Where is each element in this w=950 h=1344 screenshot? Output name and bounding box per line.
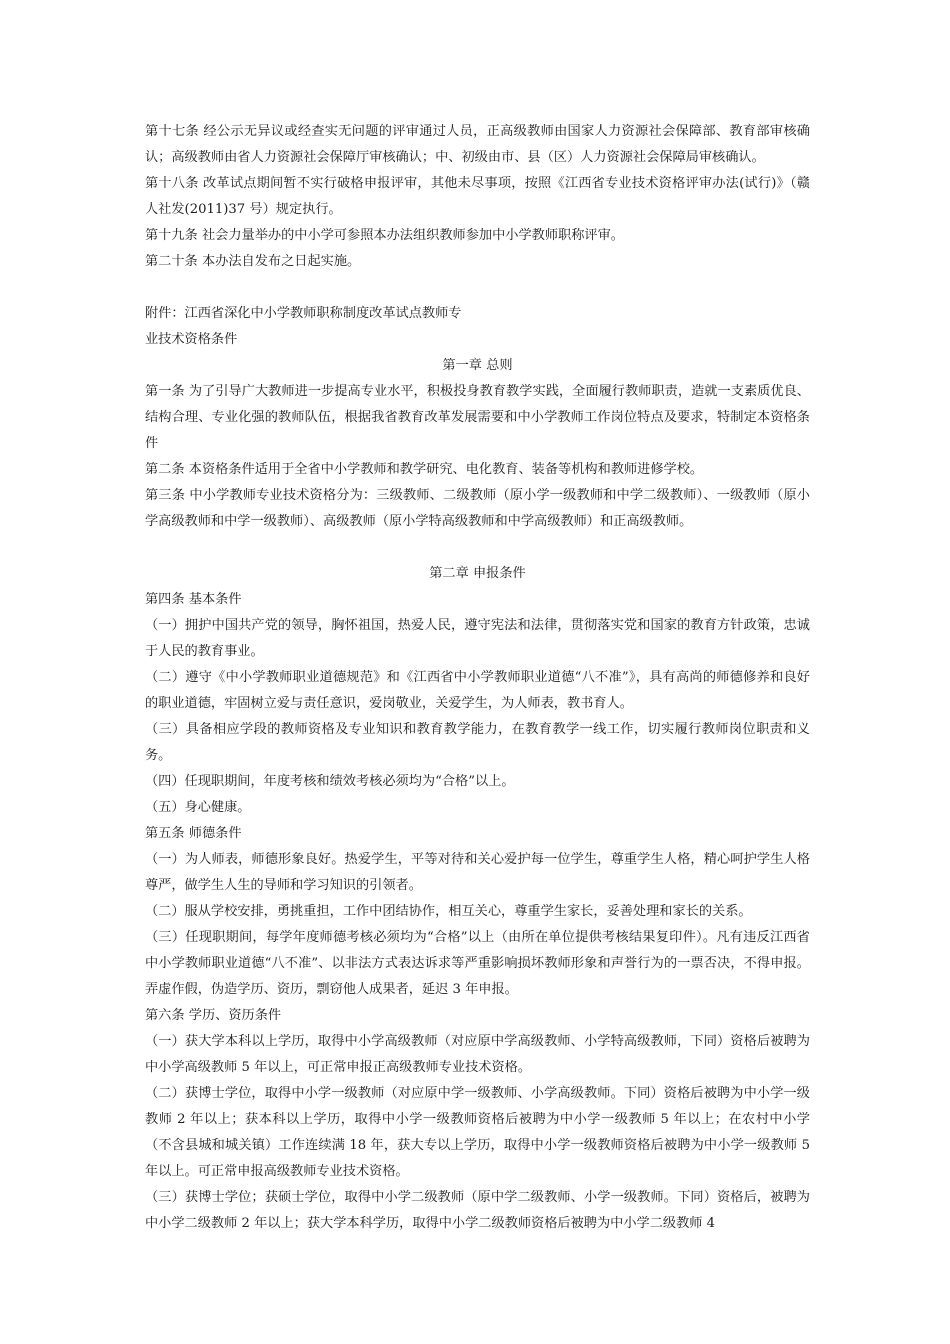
article-6-title: 第六条 学历、资历条件	[145, 1008, 282, 1023]
spacer	[145, 275, 810, 301]
chapter-1-article-1: 第一条 为了引导广大教师进一步提高专业水平，积极投身教育教学实践，全面履行教师职责，造就一支素质优良、结构合理、专业化强的教师队伍，根据我省教育改革发展需要和中小学教师工作岗位特点及要求，特制定本资格条件	[145, 384, 810, 451]
chapter-2-heading: 第二章 申报条件	[429, 566, 526, 581]
article-4-title: 第四条 基本条件	[145, 592, 242, 607]
attachment-title-line-2: 业技术资格条件	[145, 332, 238, 347]
article-17: 第十七条 经公示无异议或经查实无问题的评审通过人员，正高级教师由国家人力资源社会保障部、教育部审核确认；高级教师由省人力资源社会保障厅审核确认；中、初级由市、县（区）人力资源社会保障局审核确认。	[145, 124, 810, 165]
chapter-1-heading: 第一章 总则	[442, 358, 513, 373]
spacer	[145, 535, 810, 561]
article-6-item-1: （一）获大学本科以上学历，取得中小学高级教师（对应原中学高级教师、小学特高级教师，下同）资格后被聘为中小学高级教师 5 年以上，可正常申报正高级教师专业技术资格。	[145, 1034, 810, 1075]
chapter-1-article-2: 第二条 本资格条件适用于全省中小学教师和教学研究、电化教育、装备等机构和教师进修学校。	[145, 462, 704, 477]
article-5-item-3: （三）任现职期间，每学年度师德考核必须均为“合格”以上（由所在单位提供考核结果复印件）。凡有违反江西省中小学教师职业道德“八不准”、以非法方式表达诉求等严重影响损坏教师形象和声誉行为的一票否决，不得申报。弄虚作假，伪造学历、资历，剽窃他人成果者，延迟 3 年申报。	[145, 930, 810, 997]
article-5-item-1: （一）为人师表，师德形象良好。热爱学生，平等对待和关心爱护每一位学生，尊重学生人格，精心呵护学生人格尊严，做学生人生的导师和学习知识的引领者。	[145, 852, 810, 893]
article-6-item-3: （三）获博士学位；获硕士学位，取得中小学二级教师（原中学二级教师、小学一级教师。下同）资格后，被聘为中小学二级教师 2 年以上；获大学本科学历，取得中小学二级教师资格后被聘为中小学二级教师 4	[145, 1190, 810, 1231]
document-body	[145, 119, 810, 1237]
article-4-item-2: （二）遵守《中小学教师职业道德规范》和《江西省中小学教师职业道德“八不准”》，具有高尚的师德修养和良好的职业道德，牢固树立爱与责任意识，爱岗敬业，关爱学生，为人师表，教书育人。	[145, 670, 810, 711]
article-4-item-5: （五）身心健康。	[145, 800, 251, 815]
article-19: 第十九条 社会力量举办的中小学可参照本办法组织教师参加中小学教师职称评审。	[145, 228, 624, 243]
article-5-title: 第五条 师德条件	[145, 826, 242, 841]
chapter-1-article-3: 第三条 中小学教师专业技术资格分为：三级教师、二级教师（原小学一级教师和中学二级教师）、一级教师（原小学高级教师和中学一级教师）、高级教师（原小学特高级教师和中学高级教师）和正高级教师。	[145, 488, 810, 529]
article-18: 第十八条 改革试点期间暂不实行破格申报评审，其他未尽事项，按照《江西省专业技术资格评审办法(试行)》（赣人社发(2011)37 号）规定执行。	[145, 176, 810, 217]
article-4-item-1: （一）拥护中国共产党的领导，胸怀祖国，热爱人民，遵守宪法和法律，贯彻落实党和国家的教育方针政策，忠诚于人民的教育事业。	[145, 618, 810, 659]
article-5-item-2: （二）服从学校安排，勇挑重担，工作中团结协作，相互关心，尊重学生家长，妥善处理和家长的关系。	[145, 904, 752, 919]
article-6-item-2: （二）获博士学位，取得中小学一级教师（对应原中学一级教师、小学高级教师。下同）资格后被聘为中小学一级教师 2 年以上；获本科以上学历，取得中小学一级教师资格后被聘为中小学一级教师 5 年以上；在农村中小学（不含县城和城关镇）工作连续满 18 年，获大专以上学历，取得中小学一级教师资格后被聘为中小学一级教师 5 年以上。可正常申报高级教师专业技术资格。	[145, 1086, 810, 1179]
attachment-title-line-1: 附件：江西省深化中小学教师职称制度改革试点教师专	[145, 306, 462, 321]
article-20: 第二十条 本办法自发布之日起实施。	[145, 254, 361, 269]
article-4-item-4: （四）任现职期间，年度考核和绩效考核必须均为“合格”以上。	[145, 774, 515, 789]
article-4-item-3: （三）具备相应学段的教师资格及专业知识和教育教学能力，在教育教学一线工作，切实履行教师岗位职责和义务。	[145, 722, 810, 763]
